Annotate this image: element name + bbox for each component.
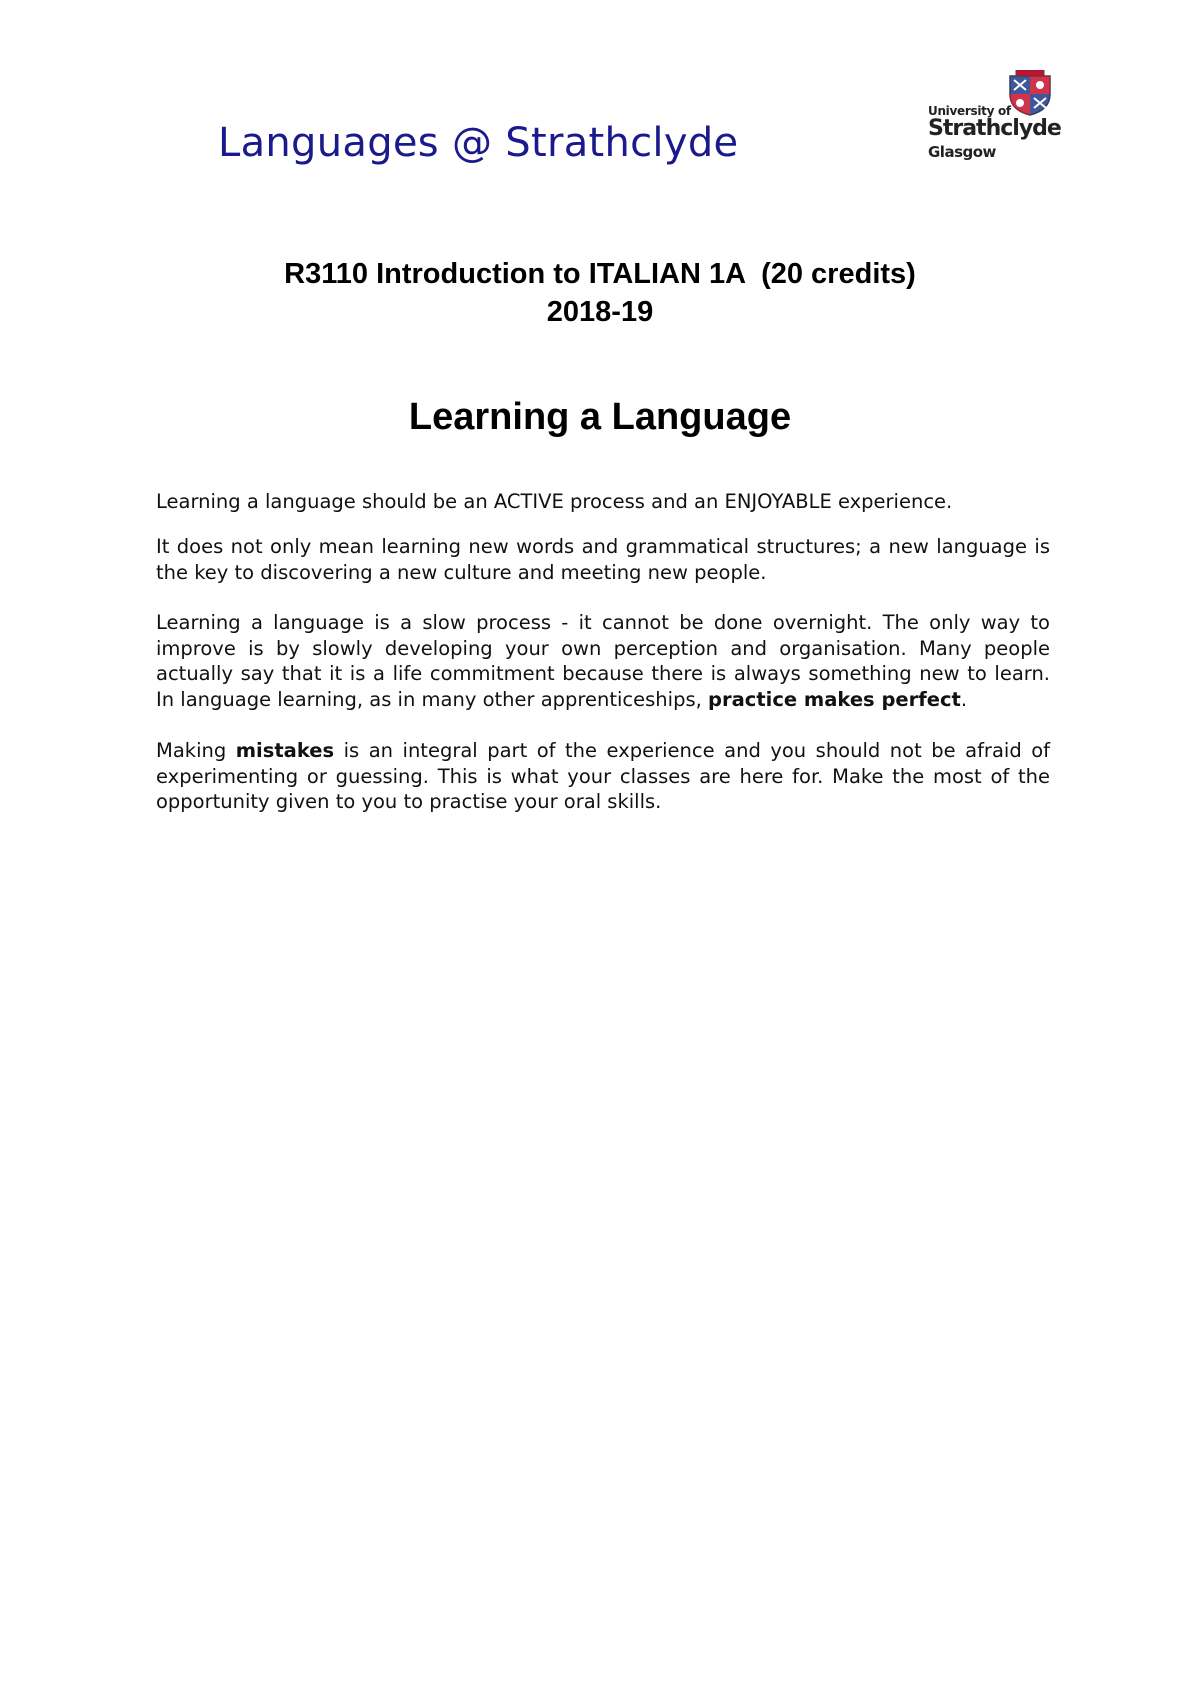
course-year: 2018-19 xyxy=(546,296,654,328)
paragraph-3-text: Learning a language is a slow process - it cannot be done overnight. The only way to improve is by slowly developing your own perception and organisation. Many people actually say that it is a life commitment because there is always something new to learn. In language learning, as in many other apprenticeships, xyxy=(156,611,1050,711)
crest-icon xyxy=(1006,70,1054,116)
paragraph-2: It does not only mean learning new words and grammatical structures; a new language is the key to discovering a new culture and meeting new people. xyxy=(156,535,1050,584)
page-heading: Learning a Language xyxy=(408,396,792,438)
paragraph-3-end: . xyxy=(960,687,968,711)
course-title-block xyxy=(0,255,1200,331)
paragraph-4-text: is an integral part of the experience and you should not be afraid of experimenting or guessing. This is what your classes are here for. Make the most of the opportunity given to you to practise your oral skills. xyxy=(156,739,1050,813)
logo-strathclyde: Strathclyde xyxy=(928,116,1061,141)
practice-makes-perfect: practice makes perfect xyxy=(708,687,961,711)
mistakes-emphasis: mistakes xyxy=(235,739,335,762)
paragraph-3 xyxy=(156,610,1050,712)
logo-university-of: University of xyxy=(928,104,1011,118)
paragraph-1: Learning a language should be an ACTIVE process and an ENJOYABLE experience. xyxy=(156,490,953,513)
paragraph-4 xyxy=(156,738,1050,815)
department-title: Languages @ Strathclyde xyxy=(218,120,739,166)
university-logo xyxy=(928,70,1061,170)
logo-glasgow: Glasgow xyxy=(928,143,996,161)
paragraph-4-start: Making xyxy=(156,739,236,762)
course-title: R3110 Introduction to ITALIAN 1A (20 credits) xyxy=(284,258,916,290)
